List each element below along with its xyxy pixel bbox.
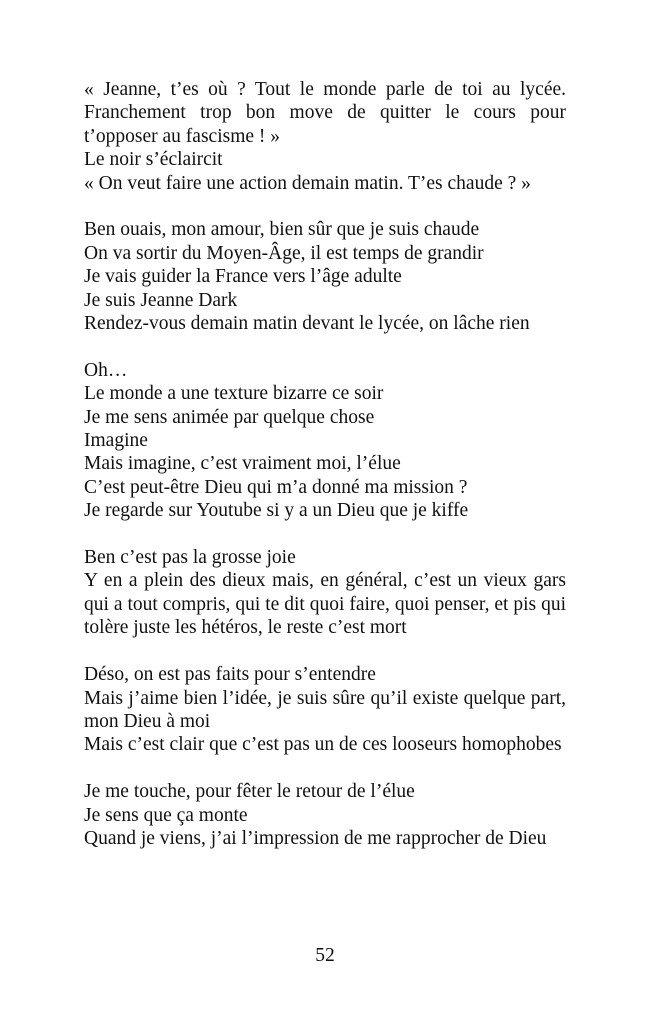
verse-line: Quand je viens, j’ai l’impression de me rapprocher de Dieu <box>84 827 547 849</box>
stanza-3 <box>84 359 566 523</box>
verse-line: Le noir s’éclaircit <box>84 149 223 171</box>
stanza-1 <box>84 78 566 195</box>
verse-line: « Jeanne, t’es où ? Tout le monde parle de toi au lycée. Franchement trop bon move de quitter le cours pour t’opposer au fascisme ! » <box>84 79 566 147</box>
verse-line: Je me touche, pour fêter le retour de l’élue <box>84 781 415 803</box>
verse-line: Rendez-vous demain matin devant le lycée, on lâche rien <box>84 313 530 335</box>
verse-line: Déso, on est pas faits pour s’entendre <box>84 664 376 686</box>
verse-line: C’est peut-être Dieu qui m’a donné ma mission ? <box>84 476 468 498</box>
verse-line: Imagine <box>84 430 148 452</box>
verse-line: « On veut faire une action demain matin. T’es chaude ? » <box>84 172 531 194</box>
stanza-5 <box>84 663 566 757</box>
verse-line: Mais c’est clair que c’est pas un de ces looseurs homophobes <box>84 734 562 756</box>
verse-line: Mais imagine, c’est vraiment moi, l’élue <box>84 453 401 475</box>
stanza-6 <box>84 780 566 850</box>
verse-line: Y en a plein des dieux mais, en général, c’est un vieux gars qui a tout compris, qui te dit quoi faire, quoi penser, et pis qui tolère juste les hétéros, le reste c’est mort <box>84 570 566 639</box>
verse-line: Le monde a une texture bizarre ce soir <box>84 383 384 405</box>
verse-line: Je me sens animée par quelque chose <box>84 406 375 428</box>
stanza-4 <box>84 546 566 640</box>
verse-line: On va sortir du Moyen-Âge, il est temps de grandir <box>84 242 484 264</box>
verse-line: Ben c’est pas la grosse joie <box>84 547 296 569</box>
verse-line: Je regarde sur Youtube si y a un Dieu que je kiffe <box>84 500 469 522</box>
verse-line: Je vais guider la France vers l’âge adulte <box>84 266 402 288</box>
page-number: 52 <box>315 945 335 966</box>
verse-line: Mais j’aime bien l’idée, je suis sûre qu’il existe quelque part, mon Dieu à moi <box>84 687 566 732</box>
verse-line: Ben ouais, mon amour, bien sûr que je suis chaude <box>84 219 480 241</box>
verse-line: Je sens que ça monte <box>84 804 248 826</box>
verse-line: Je suis Jeanne Dark <box>84 289 238 311</box>
verse-line: Oh… <box>84 359 128 381</box>
stanza-2 <box>84 218 566 335</box>
page-body <box>84 78 566 874</box>
